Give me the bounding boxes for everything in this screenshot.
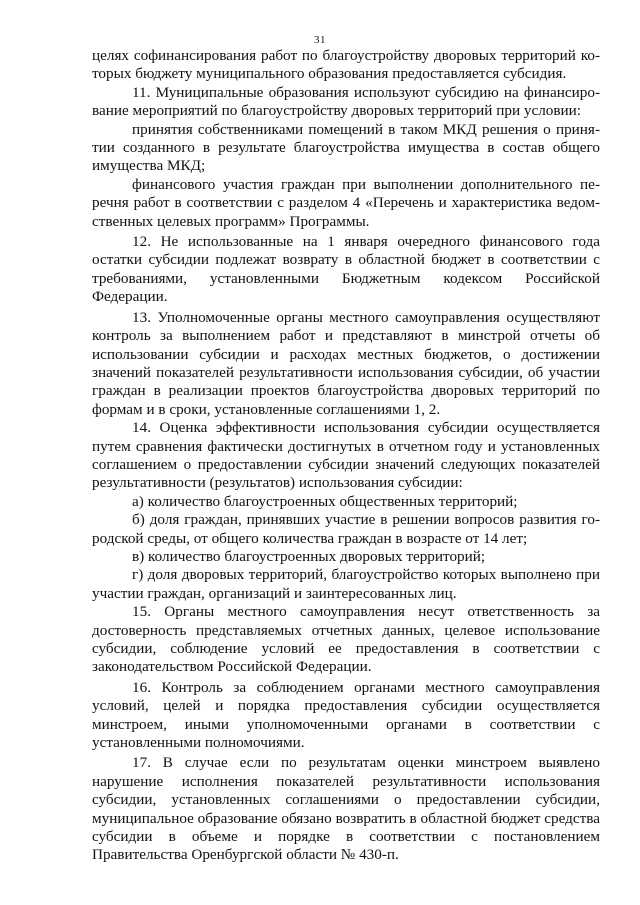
page-number: 31 bbox=[314, 34, 326, 46]
paragraph-continuation: целях софинансирования работ по благоустройству дворовых территорий которых бюджету муниципального образования предоставляется субсидия. bbox=[92, 47, 600, 83]
paragraph-16: 16. Контроль за соблюдением органами местного самоуправления условий, целей и порядка предоставления субсидии осуществляется минстроем, иными уполномоченными органами в соответствии с установленными полномочиями. bbox=[92, 678, 600, 752]
paragraph-14-item-g: г) доля дворовых территорий, благоустройство которых выполнено при участии граждан, организаций и заинтересованных лиц. bbox=[92, 566, 600, 602]
paragraph-11-condition-1: принятия собственниками помещений в таком МКД решения о принятии созданного в результате благоустройства имущества в состав общего имущества МКД; bbox=[92, 120, 600, 175]
paragraph-12: 12. Не использованные на 1 января очередного финансового года остатки субсидии подлежат возврату в областной бюджет в соответствии с требованиями, установленными Бюджетным кодексом Российской Федерации. bbox=[92, 233, 600, 306]
paragraph-14: 14. Оценка эффективности использования субсидии осуществляется путем сравнения фактически достигнутых в отчетном году и установленных соглашением о предоставлении субсидии значений следующих показателей результативности (результатов) использования субсидии: bbox=[92, 419, 600, 492]
paragraph-17: 17. В случае если по результатам оценки минстроем выявлено нарушение исполнения показателей результативности использования субсидии, установленных соглашениями о предоставлении субсидии, муниципальное образование обязано возвратить в областной бюджет средства субсидии в объеме и порядке в соответствии с постановлением Правительства Оренбургской области № 430-п. bbox=[92, 754, 600, 864]
paragraph-11-condition-2: финансового участия граждан при выполнении дополнительного перечня работ в соответствии с разделом 4 «Перечень и характеристика ведомственных целевых программ» Программы. bbox=[92, 175, 600, 230]
paragraph-14-item-a: а) количество благоустроенных общественных территорий; bbox=[132, 492, 518, 510]
paragraph-15: 15. Органы местного самоуправления несут ответственность за достоверность представляемых отчетных данных, целевое использование субсидии, соблюдение условий ее предоставления в соответствии с законодательством Российской Федерации. bbox=[92, 603, 600, 676]
paragraph-11: 11. Муниципальные образования используют субсидию на финансирование мероприятий по благоустройству дворовых территорий при условии: bbox=[92, 83, 600, 120]
paragraph-14-item-b: б) доля граждан, принявших участие в решении вопросов развития городской среды, от общего количества граждан в возрасте от 14 лет; bbox=[92, 511, 600, 547]
paragraph-14-item-v: в) количество благоустроенных дворовых территорий; bbox=[132, 547, 486, 565]
document-body bbox=[92, 47, 600, 865]
paragraph-13: 13. Уполномоченные органы местного самоуправления осуществляют контроль за выполнением работ и представляют в минстрой отчеты об использовании субсидии и расходах местных бюджетов, о достижении значений показателей результативности использования субсидии, об участии граждан в реализации проектов благоустройства дворовых территорий по формам и в сроки, установленные соглашениями 1, 2. bbox=[92, 308, 600, 418]
